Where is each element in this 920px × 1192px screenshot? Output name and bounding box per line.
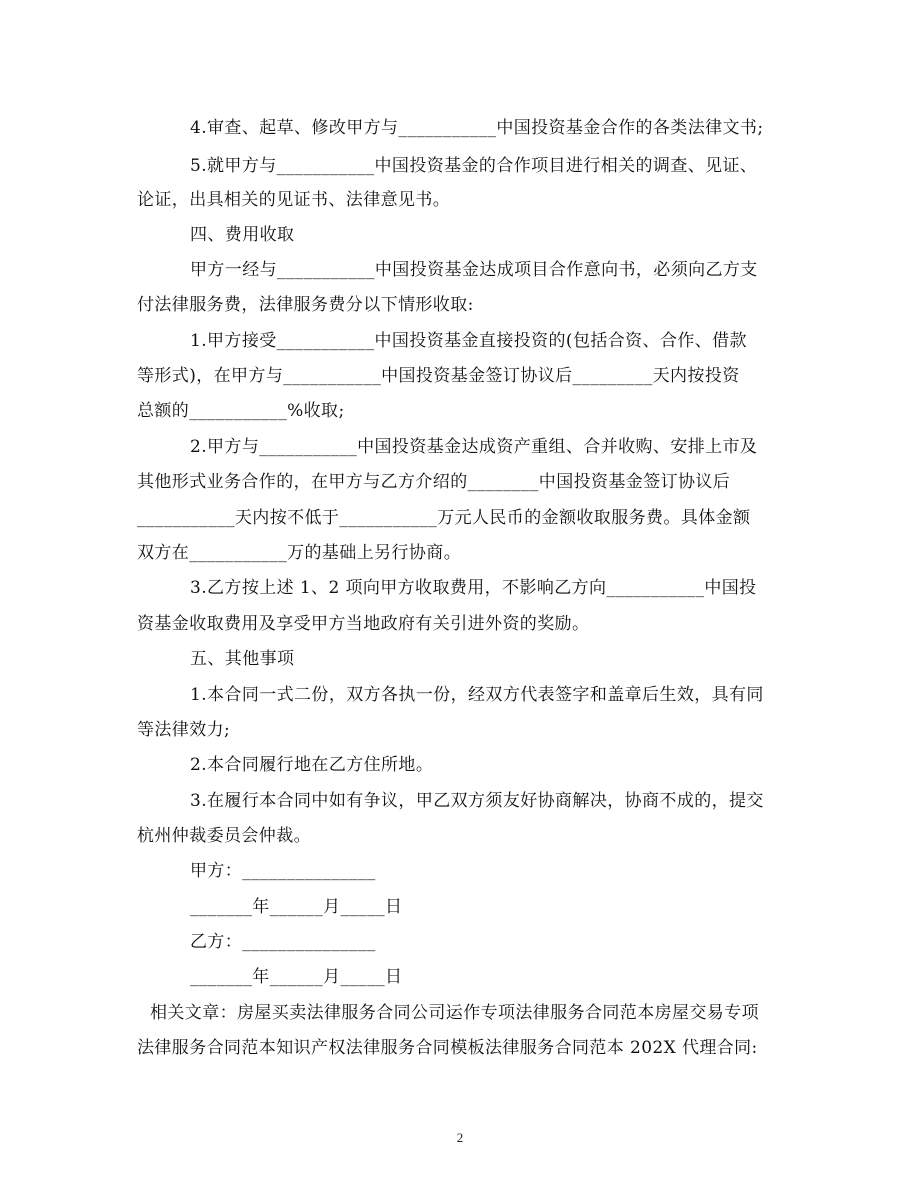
fees-intro-line-1: 甲方一经与___________中国投资基金达成项目合作意向书，必须向乙方支 xyxy=(190,260,758,280)
section-heading-other: 五、其他事项 xyxy=(190,649,295,669)
fee-item-1-line-3: 总额的___________%收取; xyxy=(137,401,345,421)
fee-item-1-line-2: 等形式)，在甲方与___________中国投资基金签订协议后_________天内按投资 xyxy=(137,366,740,386)
other-item-3-line-2: 杭州仲裁委员会仲裁。 xyxy=(137,826,311,846)
clause-5-line-2: 论证，出具相关的见证书、法律意见书。 xyxy=(137,190,451,210)
fee-item-2-line-3: ___________天内按不低于___________万元人民币的金额收取服务费。具体金额 xyxy=(137,508,751,528)
party-a-date: _______年______月_____日 xyxy=(190,897,403,917)
clause-4-line: 4.审查、起草、修改甲方与___________中国投资基金合作的各类法律文书; xyxy=(190,118,764,138)
related-articles-line-1: 相关文章：房屋买卖法律服务合同公司运作专项法律服务合同范本房屋交易专项 xyxy=(150,1003,759,1023)
clause-5-line-1: 5.就甲方与___________中国投资基金的合作项目进行相关的调查、见证、 xyxy=(190,156,758,176)
fee-item-3-line-1: 3.乙方按上述 1、2 项向甲方收取费用，不影响乙方向___________中国投 xyxy=(190,578,757,598)
page-number: 2 xyxy=(456,1130,464,1145)
fee-item-2-line-4: 双方在___________万的基础上另行协商。 xyxy=(137,543,462,563)
fee-item-3-line-2: 资基金收取费用及享受甲方当地政府有关引进外资的奖励。 xyxy=(137,614,590,634)
fee-item-2-line-2: 其他形式业务合作的，在甲方与乙方介绍的________中国投资基金签订协议后 xyxy=(137,472,731,492)
other-item-1-line-1: 1.本合同一式二份，双方各执一份，经双方代表签字和盖章后生效，具有同 xyxy=(190,685,764,705)
party-a-signature: 甲方：_______________ xyxy=(190,861,376,881)
section-heading-fees: 四、费用收取 xyxy=(190,225,295,245)
fee-item-2-line-1: 2.甲方与___________中国投资基金达成资产重组、合并收购、安排上市及 xyxy=(190,437,758,457)
related-articles-line-2: 法律服务合同范本知识产权法律服务合同模板法律服务合同范本 202X 代理合同: xyxy=(137,1038,758,1058)
fee-item-1-line-1: 1.甲方接受___________中国投资基金直接投资的(包括合资、合作、借款 xyxy=(190,331,747,351)
party-b-signature: 乙方：_______________ xyxy=(190,932,376,952)
other-item-1-line-2: 等法律效力; xyxy=(137,720,231,740)
other-item-2-line: 2.本合同履行地在乙方住所地。 xyxy=(190,755,434,775)
party-b-date: _______年______月_____日 xyxy=(190,967,403,987)
fees-intro-line-2: 付法律服务费，法律服务费分以下情形收取: xyxy=(137,295,474,315)
other-item-3-line-1: 3.在履行本合同中如有争议，甲乙双方须友好协商解决，协商不成的，提交 xyxy=(190,791,764,811)
